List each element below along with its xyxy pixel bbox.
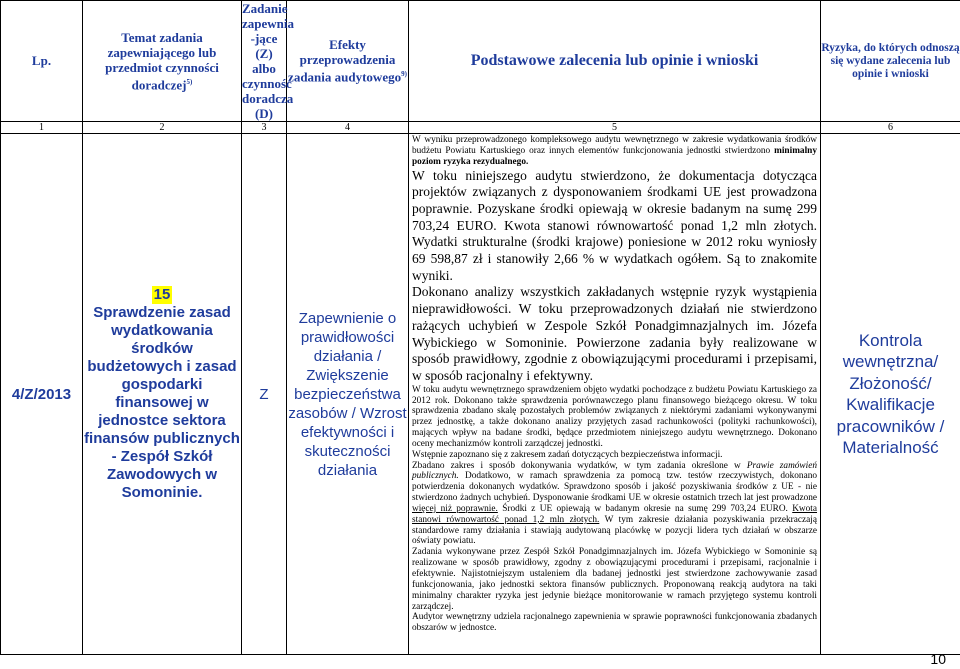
header-podstawowe: Podstawowe zalecenia lub opinie i wnioski	[409, 1, 821, 122]
col-num-4: 4	[287, 122, 409, 134]
task-cell	[83, 134, 242, 655]
row-number: 4/Z/2013	[1, 134, 83, 655]
rec-paragraph-4: W toku audytu wewnętrznego sprawdzeniem objęto wydatki pochodzące z budżetu Powiatu Kartuskiego za 2012 rok. Dokonano także sprawdzenia porównawczego planu finansowego bieżącego okresu. W toku sprawdzenia zbadano skalę pozostałych problemów związanych z niektórymi zadaniami wykonywanymi przez jednostkę, a także dokonano analizy przyjętych zasad rachunkowości (polityki rachunkowości), mających wpływ na badane środki, będące przedmiotem niniejszego audytu wewnętrznego. Dokonano oceny mechanizmów kontroli zarządczej jednostki.	[412, 384, 817, 449]
task-number: 15	[153, 286, 171, 303]
footnote-5: 5)	[186, 77, 193, 86]
rec-paragraph-8: Audytor wewnętrzny udziela racjonalnego zapewnienia w sprawie poprawności funkcjonowania zbadanych obszarów w jednostce.	[412, 612, 817, 634]
header-efekty: Efekty przeprowadzenia zadania audytowego$^{9)}$	[287, 1, 409, 122]
col-num-5: 5	[409, 122, 821, 134]
header-ryzyka: Ryzyka, do których odnoszą się wydane zalecenia lub opinie i wnioski	[821, 1, 960, 122]
footnote-9: 9)	[401, 70, 407, 79]
task-type: Z	[242, 134, 287, 655]
rec-paragraph-2: W toku niniejszego audytu stwierdzono, że dokumentacja dotycząca projektów związanych z dysponowaniem środkami UE jest prowadzona poprawnie. Pozyskane środki opiewają w okresie badanym na sumę 299 703,24 EURO. Kwota stanowi równowartość ponad 1,2 mln złotych. Wydatki strukturalne (środki krajowe) poniesione w 2012 roku wyniosły 69 598,87 zł i stanowiły 2,66 % w wydatkach ogółem. Są to znakomite wyniki.	[412, 167, 817, 283]
rec-paragraph-1: W wyniku przeprowadzonego kompleksowego audytu wewnętrznego w zakresie wydatkowania środków budżetu Powiatu Kartuskiego oraz innych elementów funkcjonowania jednostki stwierdzono minimalny poziom ryzyka rezydualnego.	[412, 135, 817, 167]
header-zadanie: Zadanie zapewnia -jące (Z) albo czynność doradcza (D)	[242, 1, 294, 121]
rec-paragraph-6: Zbadano zakres i sposób dokonywania wydatków, w tym zadania określone w Prawie zamówień publicznych. Dodatkowo, w ramach sprawdzenia za pomocą tzw. testów rzeczywistych, dokonano potwierdzenia dokonanych wydatków. Sprawdzono sposób i jakość pozyskiwania środków z UE - nie stwierdzono żadnych uchybień. Dysponowanie środkami UE w okresie ostatnich trzech lat jest prowadzone więcej niż poprawnie. Środki z UE opiewają w badanym okresie na sumę 299 703,24 EURO. Kwota stanowi równowartość ponad 1,2 mln złotych. W tym zakresie działania pozyskiwania przekraczają standardowe ramy działania i stawiają audytowaną placówkę w pozycji lidera tych działań w obszarze oświaty powiatu.	[412, 460, 818, 547]
column-number-row	[1, 122, 960, 134]
header-temat: Temat zadania zapewniającego lub przedmiot czynności doradczej$^{5)}$	[83, 1, 242, 122]
rec-paragraph-7: Zadania wykonywane przez Zespół Szkół Ponadgimnazjalnych im. Józefa Wybickiego w Somoninie są realizowane w sposób prawidłowy, zgodny z obowiązującymi procedurami i przepisami, racjonalnie i efektywnie. Najistotniejszym ustaleniem dla badanej jednostki jest stwierdzone zachowywanie zasad funkcjonowania, jako jednostki sektora finansów publicznych. Proponowaną reakcją audytora na taki minimalny charakter ryzyka jest jedynie bieżące monitorowanie w ramach przyjętego systemu kontroli zarządczej.	[412, 547, 817, 612]
recommendations-cell	[409, 134, 821, 655]
header-lp: Lp.	[1, 1, 83, 122]
col-num-2: 2	[83, 122, 242, 134]
table-row	[1, 134, 960, 655]
rec-paragraph-5: Wstępnie zapoznano się z zakresem zadań dotyczących bezpieczeństwa informacji.	[412, 449, 723, 460]
col-num-3: 3	[242, 122, 287, 134]
page-number: 10	[930, 651, 946, 667]
col-num-6: 6	[821, 122, 960, 134]
task-title: Sprawdzenie zasad wydatkowania środków budżetowych i zasad gospodarki finansowej w jednostce sektora finansów publicznych - Zespół Szkół Zawodowych w Somoninie.	[84, 304, 240, 501]
rec-paragraph-3: Dokonano analizy wszystkich zakładanych wstępnie ryzyk wystąpienia nieprawidłowości. W toku przeprowadzonych działań nie stwierdzono rażących uchybień w Zespole Szkół Ponadgimnazjalnych im. Józefa Wybickiego w Somoninie. Powierzone zadania były realizowane w sposób prawidłowy, zgodnie z obowiązującymi procedurami i przepisami, w sposób racjonalny i efektywny.	[412, 284, 817, 383]
col-num-1: 1	[1, 122, 83, 134]
risks-cell: Kontrola wewnętrzna/ Złożoność/ Kwalifikacje pracowników / Materialność	[821, 134, 960, 655]
effects-cell: Zapewnienie o prawidłowości działania / Zwiększenie bezpieczeństwa zasobów / Wzrost efektywności i skuteczności działania	[287, 134, 409, 655]
header-row	[1, 1, 960, 122]
